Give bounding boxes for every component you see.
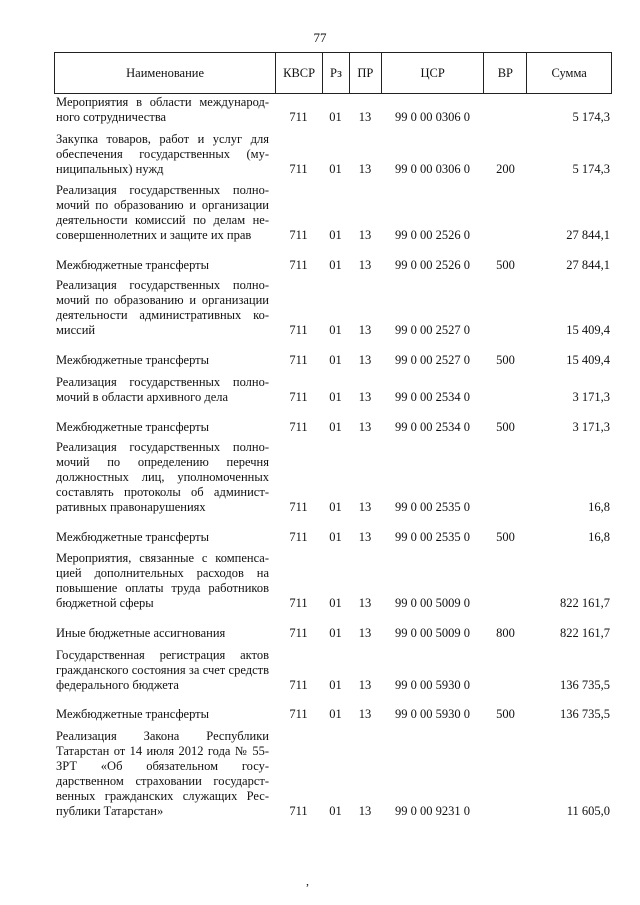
header-sum: Сумма — [526, 53, 611, 93]
row-kvsr: 711 — [289, 707, 308, 721]
row-sum-value: 16,8 — [588, 500, 610, 514]
row-rz: 01 — [329, 110, 342, 124]
row-name: Государственная регистрация актов гражданского состояния за счет средств федерального бюджета — [56, 648, 269, 692]
row-kvsr: 711 — [289, 804, 308, 818]
row-rz: 01 — [329, 323, 342, 337]
row-name: Реализация Закона Республики Татарстан от 14 июля 2012 года № 55-ЗРТ «Об обязательном госу-дарственном страховании государст-венных гражданских служащих Рес-публики Татарстан» — [56, 729, 269, 818]
row-vr: 200 — [496, 162, 515, 176]
row-rz: 01 — [329, 390, 342, 404]
header-kvsr: КВСР — [275, 53, 322, 93]
row-rz: 01 — [329, 804, 342, 818]
row-sum-value: 3 171,3 — [572, 420, 610, 434]
row-name: Межбюджетные трансферты — [56, 530, 210, 544]
row-kvsr: 711 — [289, 162, 308, 176]
row-sum-value: 15 409,4 — [566, 323, 610, 337]
row-sum-value: 3 171,3 — [572, 390, 610, 404]
row-pr: 13 — [358, 626, 372, 640]
row-csr: 99 0 00 2535 0 — [395, 530, 470, 544]
row-rz: 01 — [329, 500, 342, 514]
row-csr: 99 0 00 9231 0 — [395, 804, 470, 818]
row-csr: 99 0 00 0306 0 — [395, 162, 470, 176]
row-rz: 01 — [329, 228, 342, 242]
row-csr: 99 0 00 5930 0 — [395, 707, 470, 721]
row-pr: 13 — [358, 258, 372, 272]
header-rz: Рз — [322, 53, 349, 93]
row-name: Иные бюджетные ассигнования — [56, 626, 226, 640]
row-kvsr: 711 — [289, 110, 308, 124]
row-name: Реализация государственных полно-мочий по образованию и организации деятельности административных ко-миссий — [56, 278, 269, 337]
row-pr: 13 — [358, 530, 372, 544]
row-kvsr: 711 — [289, 626, 308, 640]
row-pr: 13 — [358, 353, 372, 367]
row-sum-value: 136 735,5 — [560, 678, 610, 692]
row-sum-value: 27 844,1 — [566, 258, 610, 272]
row-sum-value: 5 174,3 — [572, 162, 610, 176]
row-name: Реализация государственных полно-мочий по определению перечня должностных лиц, уполномоченных составлять протоколы об админист-ративных правонарушениях — [56, 440, 269, 514]
row-vr: 800 — [496, 626, 515, 640]
row-pr: 13 — [358, 110, 372, 124]
row-kvsr: 711 — [289, 500, 308, 514]
stray-mark: , — [306, 874, 309, 888]
row-csr: 99 0 00 2527 0 — [395, 353, 470, 367]
row-rz: 01 — [329, 707, 342, 721]
row-rz: 01 — [329, 420, 342, 434]
row-vr: 500 — [496, 420, 515, 434]
row-sum-value: 822 161,7 — [560, 626, 610, 640]
row-sum-value: 11 605,0 — [566, 804, 610, 818]
row-kvsr: 711 — [289, 420, 308, 434]
row-csr: 99 0 00 2535 0 — [395, 500, 470, 514]
row-pr: 13 — [358, 390, 372, 404]
row-csr: 99 0 00 5009 0 — [395, 626, 470, 640]
row-pr: 13 — [358, 707, 372, 721]
header-pr: ПР — [349, 53, 381, 93]
row-name: Мероприятия в области международ-ного сотрудничества — [56, 95, 269, 124]
row-kvsr: 711 — [289, 530, 308, 544]
row-name: Реализация государственных полно-мочий в области архивного дела — [56, 375, 269, 404]
row-csr: 99 0 00 5930 0 — [395, 678, 470, 692]
row-name: Закупка товаров, работ и услуг для обеспечения государственных (му-ниципальных) нужд — [56, 132, 269, 176]
row-name: Мероприятия, связанные с компенса-цией дополнительных расходов на повышение оплаты труда работников бюджетной сферы — [56, 551, 269, 610]
header-vr: ВР — [483, 53, 526, 93]
row-rz: 01 — [329, 258, 342, 272]
row-pr: 13 — [358, 596, 372, 610]
row-csr: 99 0 00 0306 0 — [395, 110, 470, 124]
row-pr: 13 — [358, 420, 372, 434]
row-csr: 99 0 00 2534 0 — [395, 420, 470, 434]
row-name: Межбюджетные трансферты — [56, 258, 210, 272]
page-number: 77 — [313, 30, 327, 45]
row-sum-value: 136 735,5 — [560, 707, 610, 721]
row-pr: 13 — [358, 678, 372, 692]
table-row — [54, 622, 612, 722]
header-csr: ЦСР — [381, 53, 484, 93]
table-row — [54, 719, 612, 819]
row-rz: 01 — [329, 530, 342, 544]
row-sum-value: 822 161,7 — [560, 596, 610, 610]
row-rz: 01 — [329, 678, 342, 692]
row-sum-value: 16,8 — [588, 530, 610, 544]
row-pr: 13 — [358, 323, 372, 337]
row-pr: 13 — [358, 162, 372, 176]
row-sum-value: 5 174,3 — [572, 110, 610, 124]
row-sum-value: 27 844,1 — [566, 228, 610, 242]
row-name: Межбюджетные трансферты — [56, 420, 210, 434]
row-kvsr: 711 — [289, 596, 308, 610]
row-csr: 99 0 00 2534 0 — [395, 390, 470, 404]
row-rz: 01 — [329, 596, 342, 610]
row-kvsr: 711 — [289, 390, 308, 404]
row-csr: 99 0 00 5009 0 — [395, 596, 470, 610]
row-vr: 500 — [496, 530, 515, 544]
header-name: Наименование — [126, 65, 205, 80]
row-sum-value: 15 409,4 — [566, 353, 610, 367]
row-sum — [527, 804, 612, 819]
row-vr: 500 — [496, 353, 515, 367]
row-csr: 99 0 00 2526 0 — [395, 228, 470, 242]
row-name: Реализация государственных полно-мочий по образованию и организации деятельности комиссий по делам не-совершеннолетних и защите их прав — [56, 183, 269, 242]
row-csr: 99 0 00 2527 0 — [395, 323, 470, 337]
row-name: Межбюджетные трансферты — [56, 353, 210, 367]
row-rz: 01 — [329, 162, 342, 176]
row-pr: 13 — [358, 500, 372, 514]
row-kvsr: 711 — [289, 258, 308, 272]
row-kvsr: 711 — [289, 228, 308, 242]
row-kvsr: 711 — [289, 353, 308, 367]
row-pr: 13 — [358, 804, 372, 818]
row-name: Межбюджетные трансферты — [56, 707, 210, 721]
row-rz: 01 — [329, 626, 342, 640]
row-vr: 500 — [496, 258, 515, 272]
row-kvsr: 711 — [289, 323, 308, 337]
row-kvsr: 711 — [289, 678, 308, 692]
row-csr: 99 0 00 2526 0 — [395, 258, 470, 272]
row-pr: 13 — [358, 228, 372, 242]
row-rz: 01 — [329, 353, 342, 367]
row-vr: 500 — [496, 707, 515, 721]
